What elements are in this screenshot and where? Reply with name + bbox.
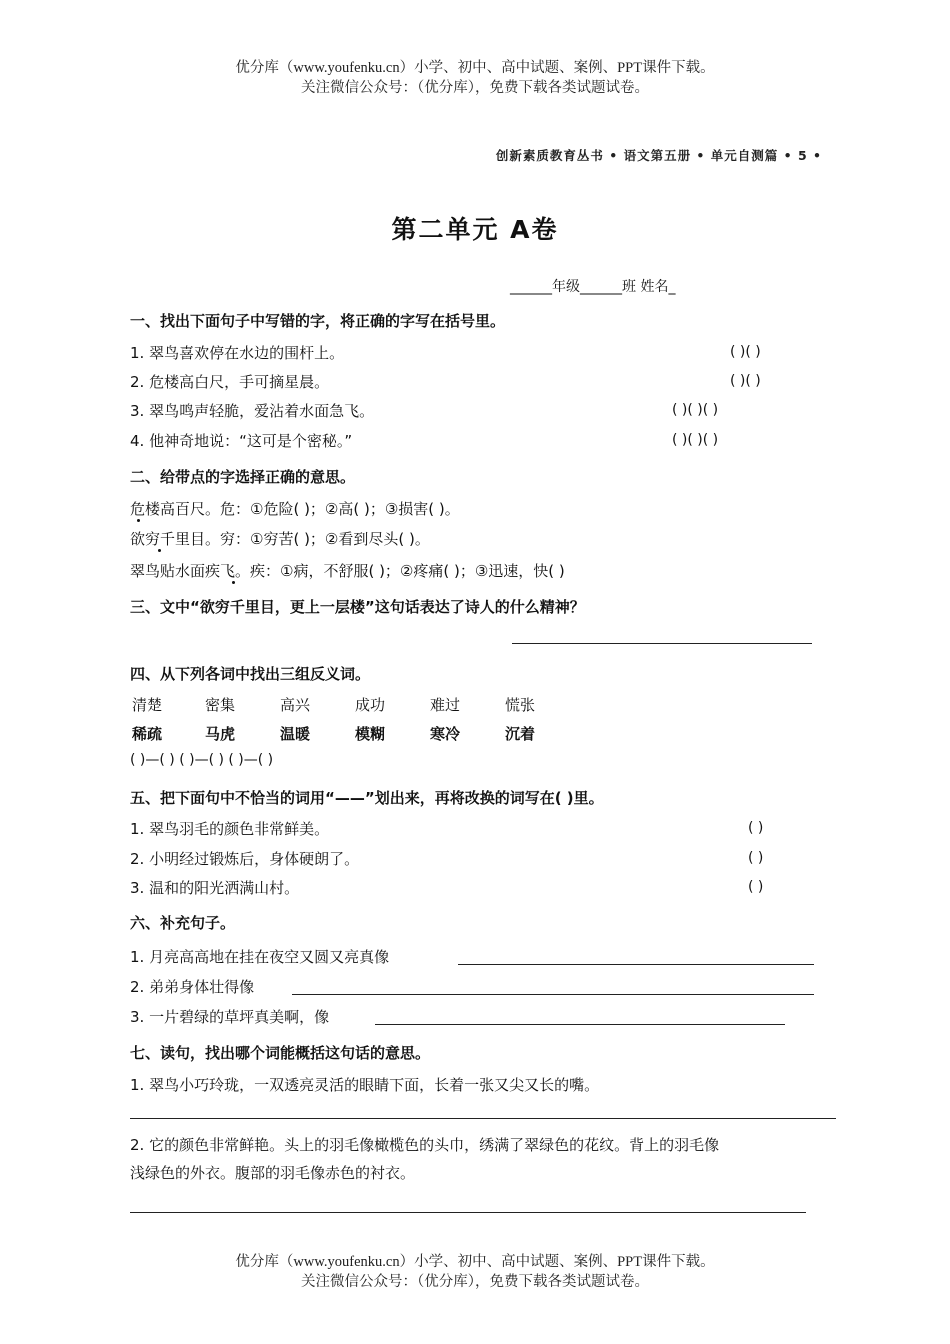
- sec2-item-1: 危楼高百尺。危：①危险( )；②高( )；③损害( )。: [130, 500, 460, 518]
- watermark-top-line2: 关注微信公众号：（优分库），免费下载各类试题试卷。: [301, 80, 649, 96]
- sec5-paren-3: ( ): [748, 879, 764, 895]
- sec1-item-4: 4. 他神奇地说：“这可是个密秘。”: [130, 432, 353, 450]
- page-title: 第二单元 A卷: [391, 215, 559, 244]
- sec4-word: 成功: [355, 696, 386, 714]
- sec7-item-1: 1. 翠鸟小巧玲珑，一双透亮灵活的眼睛下面，长着一张又尖又长的嘴。: [130, 1076, 600, 1094]
- sec6-answer-line-1: [458, 964, 814, 965]
- sec4-answer-parens: ( )—( ) ( )—( ) ( )—( ): [130, 752, 274, 768]
- series-header: 创新素质教育丛书 • 语文第五册 • 单元自测篇 • 5 •: [495, 148, 822, 163]
- sec1-item-3: 3. 翠鸟鸣声轻脆，爱沾着水面急飞。: [130, 402, 375, 420]
- sec4-word: 马虎: [205, 725, 236, 743]
- sec1-paren-1: ( )( ): [730, 344, 761, 360]
- sec4-word: 沉着: [505, 725, 536, 743]
- student-info: ______年级______班 姓名_: [510, 279, 676, 295]
- sec2-item-3: 翠鸟贴水面疾飞。疾：①病，不舒服( )；②疼痛( )；③迅速，快( ): [130, 562, 565, 580]
- sec1-item-2: 2. 危楼高白尺，手可摘星晨。: [130, 373, 330, 391]
- sec4-heading: 四、从下列各词中找出三组反义词。: [130, 665, 371, 683]
- sec4-word: 温暖: [280, 725, 311, 743]
- sec7-item-2: 2. 它的颜色非常鲜艳。头上的羽毛像橄榄色的头巾，绣满了翠绿色的花纹。背上的羽毛像: [130, 1136, 720, 1154]
- sec5-paren-1: ( ): [748, 820, 764, 836]
- sec6-answer-line-3: [375, 1024, 785, 1025]
- emphasis-dot: [232, 581, 235, 584]
- sec4-word: 高兴: [280, 696, 311, 714]
- sec4-word: 慌张: [505, 696, 536, 714]
- watermark-bottom-line1: 优分库（www.youfenku.cn）小学、初中、高中试题、案例、PPT课件下载。: [235, 1254, 715, 1270]
- sec4-word: 难过: [430, 696, 461, 714]
- sec3-answer-line: [512, 643, 812, 644]
- emphasis-dot: [158, 549, 161, 552]
- sec2-heading: 二、给带点的字选择正确的意思。: [130, 468, 356, 486]
- sec1-paren-3: ( )( )( ): [672, 402, 719, 418]
- sec2-item-2: 欲穷千里目。穷：①穷苦( )；②看到尽头( )。: [130, 530, 430, 548]
- sec5-item-2: 2. 小明经过锻炼后，身体硬朗了。: [130, 850, 360, 868]
- watermark-top-line1: 优分库（www.youfenku.cn）小学、初中、高中试题、案例、PPT课件下载。: [235, 60, 715, 76]
- sec6-item-1: 1. 月亮高高地在挂在夜空又圆又亮真像: [130, 948, 390, 966]
- emphasis-dot: [137, 519, 140, 522]
- sec7-answer-line-2: [130, 1212, 806, 1213]
- sec4-word: 寒冷: [430, 725, 461, 743]
- sec1-heading: 一、找出下面句子中写错的字，将正确的字写在括号里。: [130, 312, 506, 330]
- sec6-answer-line-2: [292, 994, 814, 995]
- sec1-paren-2: ( )( ): [730, 373, 761, 389]
- sec1-paren-4: ( )( )( ): [672, 432, 719, 448]
- sec5-item-1: 1. 翠鸟羽毛的颜色非常鲜美。: [130, 820, 330, 838]
- sec7-heading: 七、读句，找出哪个词能概括这句话的意思。: [130, 1044, 431, 1062]
- sec6-item-2: 2. 弟弟身体壮得像: [130, 978, 255, 996]
- sec1-item-1: 1. 翠鸟喜欢停在水边的围杆上。: [130, 344, 345, 362]
- sec3-heading: 三、文中“欲穷千里目，更上一层楼”这句话表达了诗人的什么精神？: [130, 598, 585, 616]
- sec4-word: 密集: [205, 696, 236, 714]
- sec6-item-3: 3. 一片碧绿的草坪真美啊，像: [130, 1008, 330, 1026]
- sec5-item-3: 3. 温和的阳光洒满山村。: [130, 879, 300, 897]
- sec4-word: 模糊: [355, 725, 386, 743]
- sec6-heading: 六、补充句子。: [130, 914, 236, 932]
- sec7-item-2-cont: 浅绿色的外衣。腹部的羽毛像赤色的衬衣。: [130, 1164, 416, 1182]
- sec4-word: 清楚: [132, 696, 163, 714]
- sec7-answer-line-1: [130, 1118, 836, 1119]
- sec4-word: 稀疏: [132, 725, 163, 743]
- sec5-heading: 五、把下面句中不恰当的词用“——”划出来，再将改换的词写在( )里。: [130, 789, 604, 807]
- sec5-paren-2: ( ): [748, 850, 764, 866]
- watermark-bottom-line2: 关注微信公众号：（优分库），免费下载各类试题试卷。: [301, 1274, 649, 1290]
